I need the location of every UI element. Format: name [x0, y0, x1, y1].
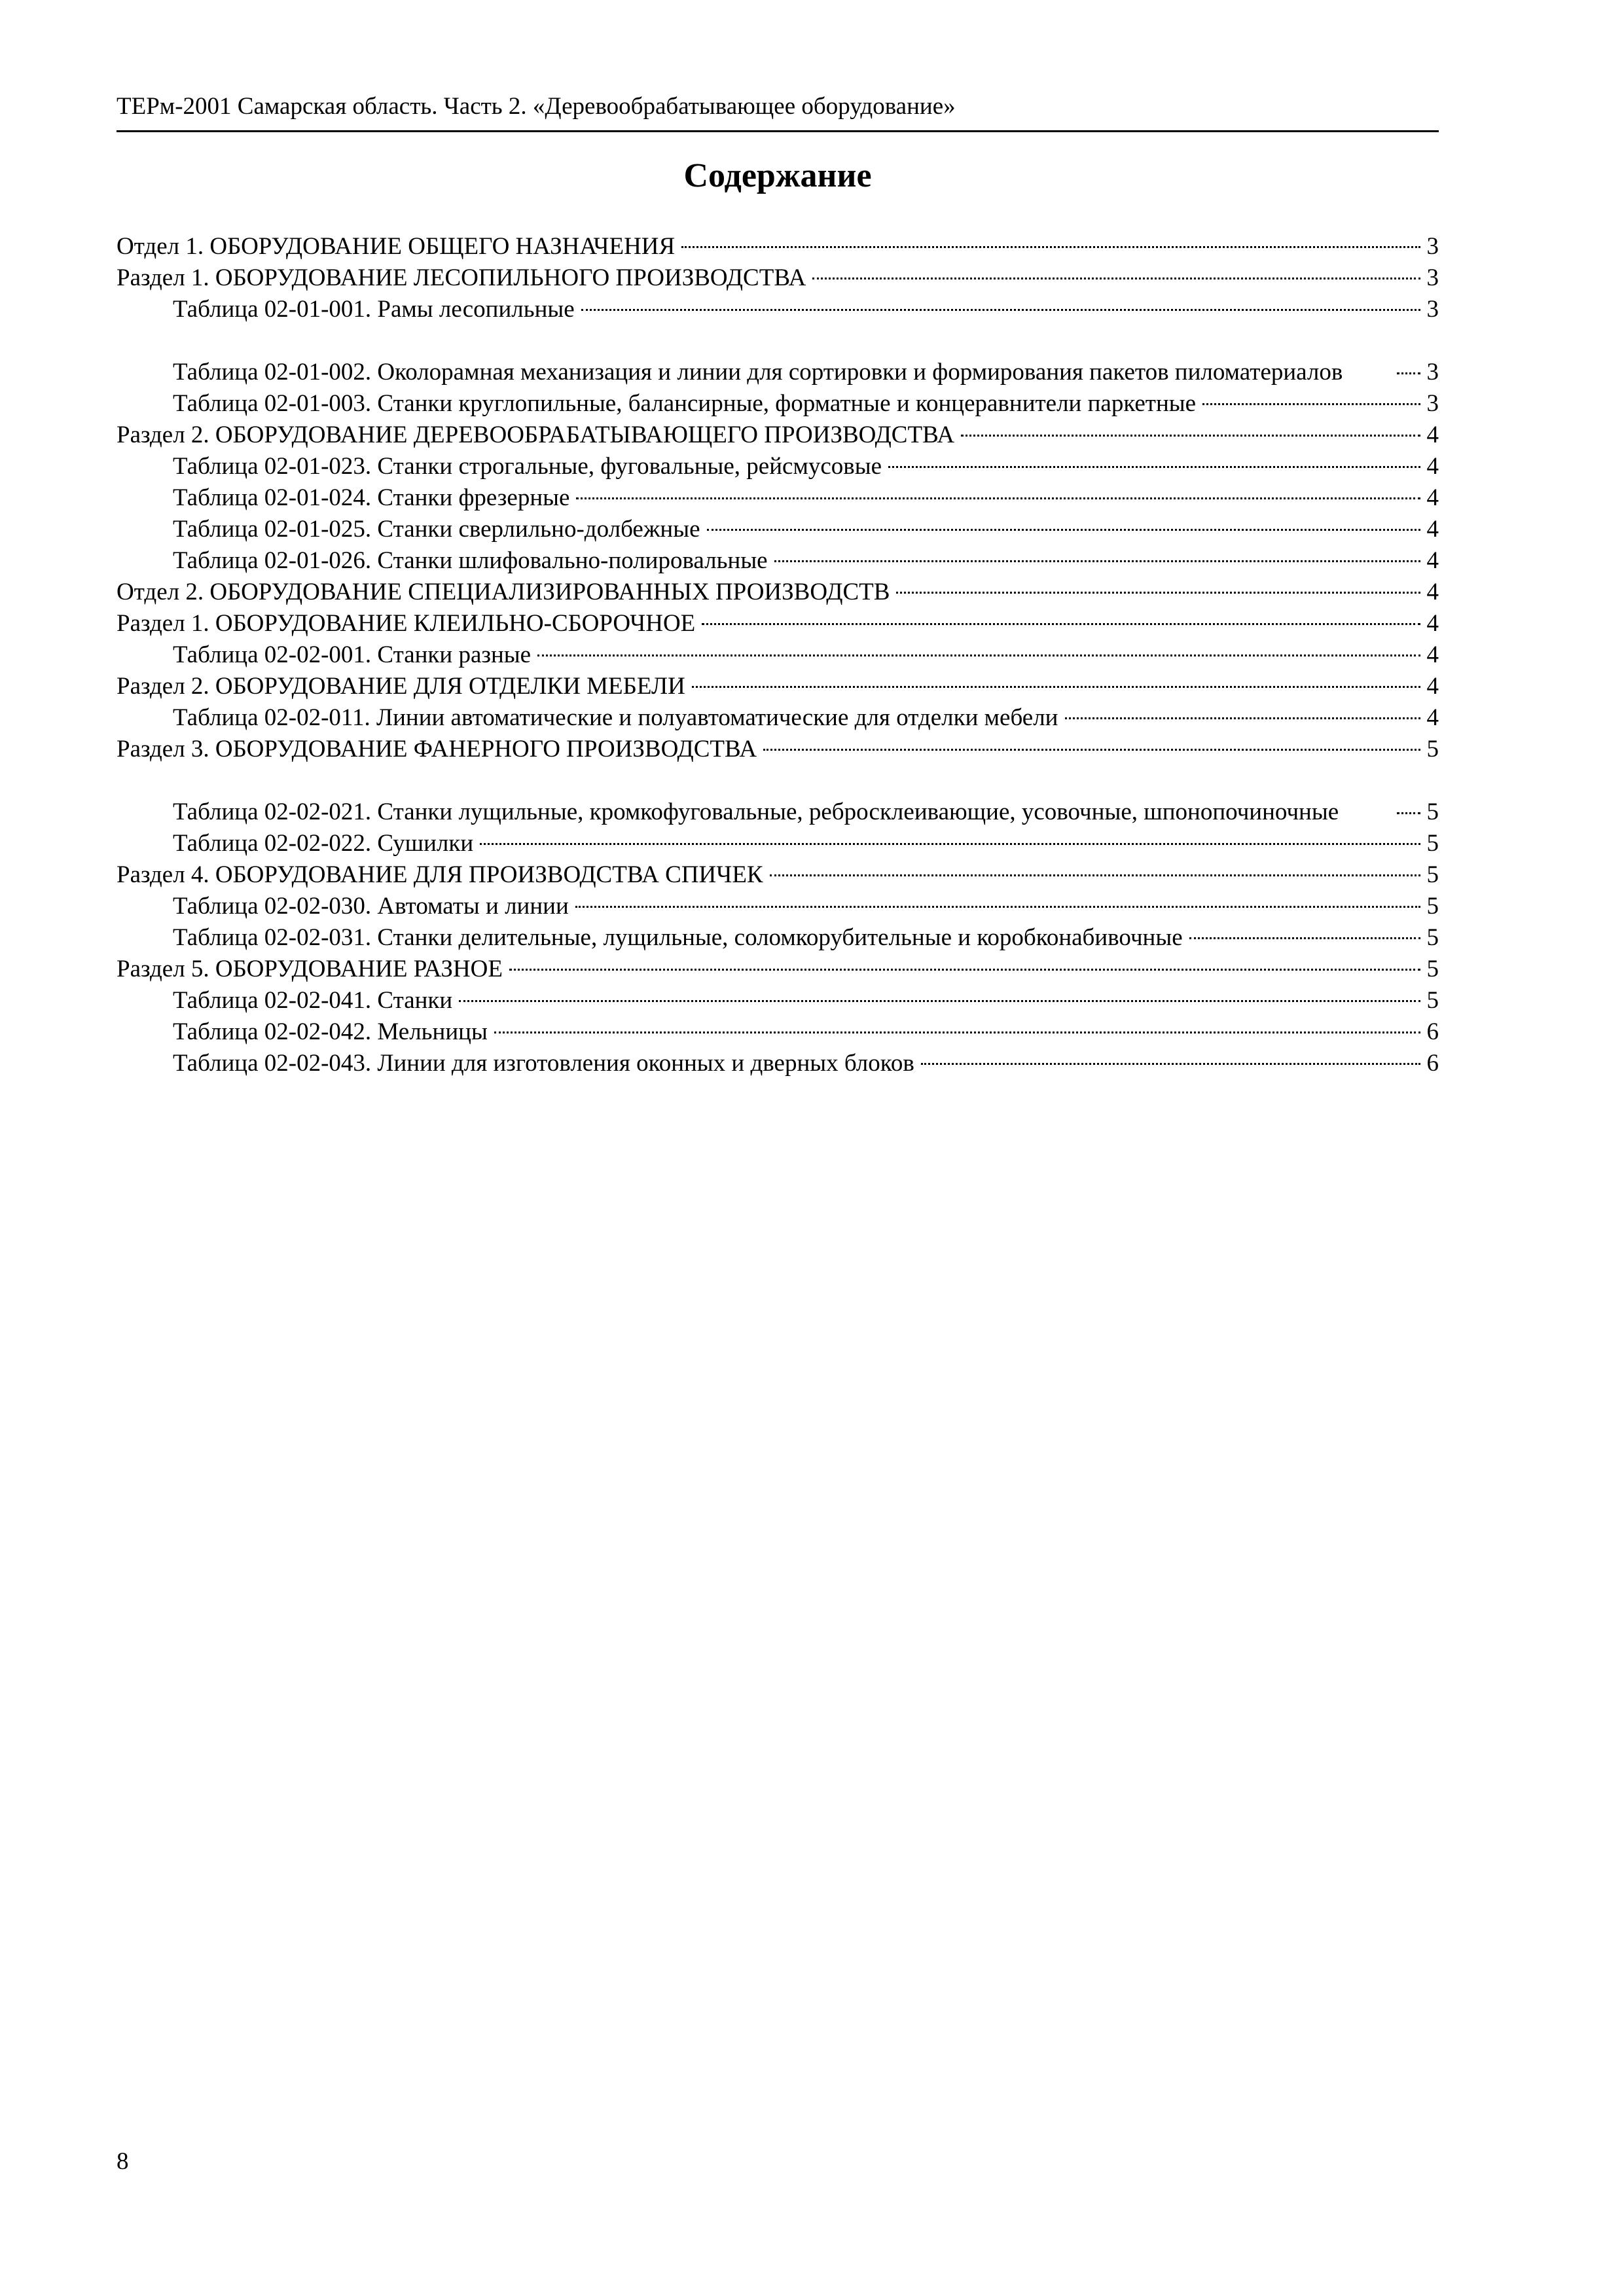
- toc-entry-text: Раздел 2. ОБОРУДОВАНИЕ ДЛЯ ОТДЕЛКИ МЕБЕЛИ: [117, 673, 685, 700]
- dot-leader: [1202, 403, 1420, 405]
- toc-entry-text: Отдел 1. ОБОРУДОВАНИЕ ОБЩЕГО НАЗНАЧЕНИЯ: [117, 233, 676, 260]
- dot-leader: [576, 497, 1420, 499]
- toc-entry-page: 3: [1426, 359, 1439, 386]
- toc-entry-text: Таблица 02-02-011. Линии автоматические и полуавтоматические для отделки мебели: [173, 704, 1058, 731]
- dot-leader: [509, 969, 1420, 971]
- toc-entry[interactable]: [117, 577, 1439, 608]
- page-header: [117, 92, 1439, 132]
- toc-entry-text: Таблица 02-02-021. Станки лущильные, кромкофуговальные, ребросклеивающие, усовочные, шпонопочиночные: [173, 798, 1339, 825]
- toc-entry[interactable]: [117, 388, 1439, 420]
- dot-leader: [702, 623, 1420, 625]
- toc-entry-page: 6: [1426, 1018, 1439, 1045]
- toc-entry[interactable]: [117, 262, 1439, 294]
- dot-leader: [480, 843, 1420, 845]
- toc-entry-text: Раздел 1. ОБОРУДОВАНИЕ ЛЕСОПИЛЬНОГО ПРОИЗВОДСТВА: [117, 264, 806, 291]
- toc-entry[interactable]: [117, 294, 1439, 325]
- dot-leader: [1189, 937, 1420, 939]
- toc-entry-text: Таблица 02-02-041. Станки: [173, 987, 453, 1014]
- toc-entry-text: Раздел 4. ОБОРУДОВАНИЕ ДЛЯ ПРОИЗВОДСТВА СПИЧЕК: [117, 861, 763, 888]
- toc-entry[interactable]: [117, 891, 1439, 922]
- toc-entry-text: Отдел 2. ОБОРУДОВАНИЕ СПЕЦИАЛИЗИРОВАННЫХ ПРОИЗВОДСТВ: [117, 579, 890, 605]
- toc-entry[interactable]: [117, 231, 1439, 262]
- toc-entry-page: 4: [1426, 547, 1439, 574]
- toc-entry-page: 3: [1426, 264, 1439, 291]
- toc-entry-page: 3: [1426, 390, 1439, 417]
- dot-leader: [1397, 372, 1420, 374]
- toc-entry-text: Таблица 02-01-026. Станки шлифовально-полировальные: [173, 547, 768, 574]
- toc-entry[interactable]: [117, 985, 1439, 1016]
- dot-leader: [537, 655, 1420, 656]
- toc-entry-page: 4: [1426, 673, 1439, 700]
- toc-entry[interactable]: [117, 451, 1439, 482]
- dot-leader: [1065, 717, 1420, 719]
- toc-entry[interactable]: [117, 325, 1439, 388]
- toc-entry-page: 4: [1426, 641, 1439, 668]
- toc-entry[interactable]: [117, 1016, 1439, 1048]
- dot-leader: [774, 560, 1420, 562]
- toc-entry-text: Таблица 02-02-031. Станки делительные, лущильные, соломкорубительные и коробконабивочные: [173, 924, 1183, 951]
- dot-leader: [888, 466, 1420, 468]
- toc-entry-text: Таблица 02-01-023. Станки строгальные, фуговальные, рейсмусовые: [173, 453, 882, 480]
- dot-leader: [921, 1063, 1420, 1065]
- toc-entry-page: 4: [1426, 610, 1439, 637]
- toc-entry[interactable]: [117, 482, 1439, 514]
- toc-entry[interactable]: [117, 639, 1439, 671]
- dot-leader: [494, 1031, 1420, 1033]
- dot-leader: [575, 906, 1420, 908]
- toc-entry-page: 5: [1426, 830, 1439, 857]
- toc-entry-page: 5: [1426, 861, 1439, 888]
- toc-entry-page: 4: [1426, 484, 1439, 511]
- toc-entry[interactable]: [117, 1048, 1439, 1079]
- toc-entry-text: Таблица 02-02-043. Линии для изготовления оконных и дверных блоков: [173, 1050, 914, 1077]
- toc-entry-text: Таблица 02-02-001. Станки разные: [173, 641, 532, 668]
- toc-entry-page: 5: [1426, 956, 1439, 982]
- toc-entry-text: Таблица 02-01-003. Станки круглопильные, балансирные, форматные и концеравнители паркетные: [173, 390, 1197, 417]
- dot-leader: [763, 749, 1420, 751]
- page-number: 8: [117, 2148, 129, 2175]
- toc-entry[interactable]: [117, 765, 1439, 828]
- toc-entry-page: 4: [1426, 704, 1439, 731]
- dot-leader: [681, 246, 1420, 248]
- toc-entry-text: Раздел 5. ОБОРУДОВАНИЕ РАЗНОЕ: [117, 956, 503, 982]
- toc-entry[interactable]: [117, 734, 1439, 765]
- page-title: Содержание: [683, 157, 872, 194]
- toc-entry-text: Таблица 02-01-002. Околорамная механизация и линии для сортировки и формирования пакетов пиломатериалов: [173, 359, 1343, 386]
- toc-entry-page: 5: [1426, 987, 1439, 1014]
- dot-leader: [812, 278, 1420, 279]
- toc-entry[interactable]: [117, 702, 1439, 734]
- toc-entry-page: 3: [1426, 296, 1439, 323]
- toc-entry-text: Таблица 02-01-024. Станки фрезерные: [173, 484, 570, 511]
- toc-entry[interactable]: [117, 922, 1439, 954]
- dot-leader: [1397, 812, 1420, 814]
- toc-entry-text: Раздел 3. ОБОРУДОВАНИЕ ФАНЕРНОГО ПРОИЗВОДСТВА: [117, 736, 757, 762]
- toc-entry-page: 5: [1426, 736, 1439, 762]
- dot-leader: [707, 529, 1420, 531]
- toc-entry-text: Раздел 2. ОБОРУДОВАНИЕ ДЕРЕВООБРАБАТЫВАЮЩЕГО ПРОИЗВОДСТВА: [117, 422, 955, 448]
- toc-entry-text: Таблица 02-02-030. Автоматы и линии: [173, 893, 569, 920]
- toc-entry-text: Раздел 1. ОБОРУДОВАНИЕ КЛЕИЛЬНО-СБОРОЧНОЕ: [117, 610, 696, 637]
- toc-entry[interactable]: [117, 420, 1439, 451]
- toc-entry-page: 3: [1426, 233, 1439, 260]
- dot-leader: [581, 309, 1420, 311]
- toc-entry-page: 4: [1426, 453, 1439, 480]
- table-of-contents: [117, 231, 1439, 1079]
- toc-entry-page: 6: [1426, 1050, 1439, 1077]
- dot-leader: [961, 435, 1420, 437]
- dot-leader: [692, 686, 1420, 688]
- toc-entry[interactable]: [117, 859, 1439, 891]
- toc-entry-text: Таблица 02-02-042. Мельницы: [173, 1018, 488, 1045]
- toc-entry-text: Таблица 02-01-025. Станки сверлильно-долбежные: [173, 516, 700, 543]
- toc-entry-page: 5: [1426, 798, 1439, 825]
- toc-entry[interactable]: [117, 671, 1439, 702]
- toc-entry[interactable]: [117, 828, 1439, 859]
- dot-leader: [770, 874, 1420, 876]
- toc-entry-page: 5: [1426, 893, 1439, 920]
- toc-entry-page: 4: [1426, 579, 1439, 605]
- toc-entry-text: Таблица 02-02-022. Сушилки: [173, 830, 474, 857]
- toc-entry-text: Таблица 02-01-001. Рамы лесопильные: [173, 296, 575, 323]
- toc-entry[interactable]: [117, 545, 1439, 577]
- toc-entry[interactable]: [117, 608, 1439, 639]
- dot-leader: [459, 1000, 1420, 1002]
- header-text: ТЕРм-2001 Самарская область. Часть 2. «Деревообрабатывающее оборудование»: [117, 93, 956, 120]
- toc-entry[interactable]: [117, 954, 1439, 985]
- toc-entry-page: 5: [1426, 924, 1439, 951]
- toc-entry-page: 4: [1426, 422, 1439, 448]
- toc-entry-page: 4: [1426, 516, 1439, 543]
- toc-entry[interactable]: [117, 514, 1439, 545]
- dot-leader: [896, 592, 1420, 594]
